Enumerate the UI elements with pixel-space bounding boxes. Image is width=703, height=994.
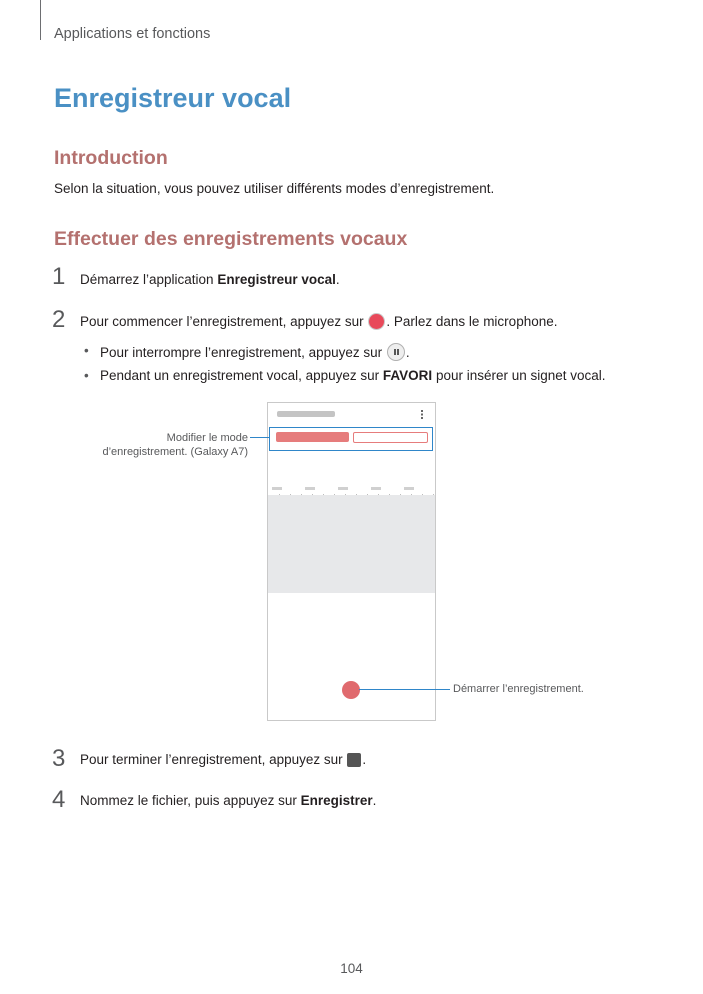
step-3-text: Pour terminer l’enregistrement, appuyez sur . [80,752,367,767]
step-number: 3 [52,745,66,772]
step-1-text: Démarrez l’application Enregistreur vocal. [80,272,340,287]
save-label: Enregistrer [300,793,373,808]
page-number: 104 [340,961,363,976]
step-number: 1 [52,263,66,290]
waveform-area [268,495,435,593]
step-2-text: Pour commencer l’enregistrement, appuyez sur . Parlez dans le microphone. [80,314,558,329]
timeline-label [305,487,315,490]
bullet-dot: • [84,368,89,383]
bullet-pause-text: Pour interrompre l’enregistrement, appuyez sur . [100,345,410,360]
more-options-icon [421,410,423,419]
bookmark-label: FAVORI [382,368,433,383]
stop-icon [347,753,361,767]
record-heading: Effectuer des enregistrements vocaux [54,228,408,250]
header-rule [40,0,41,40]
mode-highlight-box [269,427,433,451]
callout-mode: Modifier le mode d’enregistrement. (Galaxy A7) [102,432,248,458]
timeline-label [272,487,282,490]
callout-line-mode [250,437,269,438]
step-number: 4 [52,786,66,813]
intro-heading: Introduction [54,147,168,169]
running-header: Applications et fonctions [54,26,211,42]
bullet-dot: • [84,343,89,358]
phone-record-button [342,681,360,699]
bullet-bookmark-text: Pendant un enregistrement vocal, appuyez sur FAVORI pour insérer un signet vocal. [100,368,606,383]
step-number: 2 [52,306,66,333]
timeline-label [371,487,381,490]
page-title: Enregistreur vocal [54,83,292,113]
record-icon [368,313,385,330]
callout-start: Démarrer l’enregistrement. [453,683,584,695]
intro-text: Selon la situation, vous pouvez utiliser différents modes d’enregistrement. [54,181,495,196]
pause-icon [387,343,405,361]
step-4-text: Nommez le fichier, puis appuyez sur Enregistrer. [80,793,377,808]
timeline-label [404,487,414,490]
phone-app-title [277,411,335,417]
callout-line-start [359,689,450,690]
timeline-label [338,487,348,490]
app-name: Enregistreur vocal [217,272,336,287]
